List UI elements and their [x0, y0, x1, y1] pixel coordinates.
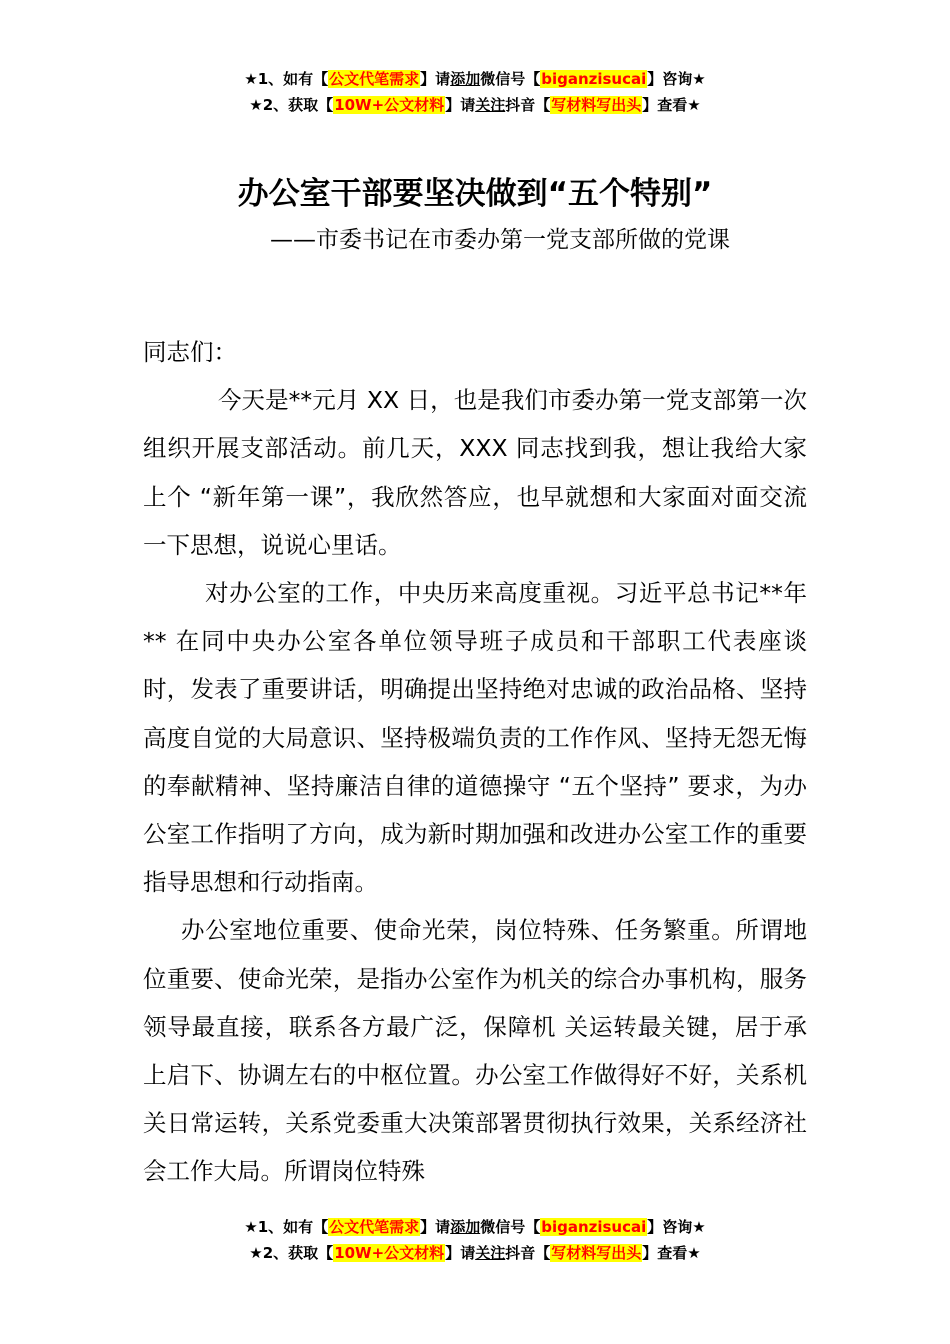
banner-text: 】请 — [420, 1218, 451, 1236]
greeting: 同志们： — [143, 338, 237, 366]
banner-line-1 — [0, 66, 950, 92]
banner-text: 抖音【 — [505, 1244, 551, 1262]
paragraph-1: 今天是**元月 XX 日，也是我们市委办第一党支部第一次组织开展支部活动。前几天，XXX 同志找到我，想让我给大家上个 “新年第一课”，我欣然答应，也早就想和大家面对面交流一下思想，说说心里话。 — [143, 386, 807, 559]
paragraph-3: 办公室地位重要、使命光荣，岗位特殊、任务繁重。所谓地位重要、使命光荣，是指办公室作为机关的综合办事机构，服务领导最直接，联系各方最广泛，保障机 关运转最关键，居于承上启下、协调左右的中枢位置。办公室工作做得好不好，关系机关日常运转，关系党委重大决策部署贯彻执行效果，关系经济社会工作大局。所谓岗位特殊 — [143, 916, 807, 1186]
banner-text: 】咨询★ — [647, 1218, 706, 1236]
banner-text: 抖音【 — [505, 96, 551, 114]
highlight-need: 公文代笔需求 — [329, 70, 420, 88]
banner-text: 】咨询★ — [647, 70, 706, 88]
paragraph-2: 对办公室的工作，中央历来高度重视。习近平总书记**年** 在同中央办公室各单位领导班子成员和干部职工代表座谈时，发表了重要讲话，明确提出坚持绝对忠诚的政治品格、坚持高度自觉的大局意识、坚持极端负责的工作作风、坚持无怨无悔的奉献精神、坚持廉洁自律的道德操守 “五个坚持” 要求，为办公室工作指明了方向，成为新时期加强和改进办公室工作的重要指导思想和行动指南。 — [143, 579, 807, 897]
banner-text: ★2、获取【 — [249, 96, 334, 114]
banner-text: 】请 — [445, 1244, 476, 1262]
highlight-wechat-id: biganzisucai — [541, 1218, 647, 1236]
highlight-materials: 10W+公文材料 — [334, 96, 445, 114]
underline-add: 添加 — [450, 70, 481, 88]
document-subtitle: ——市委书记在市委办第一党支部所做的党课 — [270, 227, 730, 253]
document-title: 办公室干部要坚决做到“五个特别” — [237, 176, 713, 212]
header-banner — [0, 66, 950, 118]
highlight-douyin: 写材料写出头 — [551, 96, 642, 114]
banner-text: 】请 — [445, 96, 476, 114]
banner-text: 微信号【 — [480, 70, 541, 88]
document-body — [143, 328, 807, 1196]
banner-line-1 — [0, 1214, 950, 1240]
highlight-materials: 10W+公文材料 — [334, 1244, 445, 1262]
banner-text: 】查看★ — [642, 96, 701, 114]
banner-line-2 — [0, 1240, 950, 1266]
highlight-wechat-id: biganzisucai — [541, 70, 647, 88]
banner-text: ★1、如有【 — [244, 70, 329, 88]
underline-follow: 关注 — [475, 96, 506, 114]
banner-text: ★2、获取【 — [249, 1244, 334, 1262]
banner-line-2 — [0, 92, 950, 118]
banner-text: 】查看★ — [642, 1244, 701, 1262]
banner-text: 】请 — [420, 70, 451, 88]
underline-add: 添加 — [450, 1218, 481, 1236]
underline-follow: 关注 — [475, 1244, 506, 1262]
banner-text: 微信号【 — [480, 1218, 541, 1236]
footer-banner — [0, 1214, 950, 1266]
highlight-need: 公文代笔需求 — [329, 1218, 420, 1236]
highlight-douyin: 写材料写出头 — [551, 1244, 642, 1262]
banner-text: ★1、如有【 — [244, 1218, 329, 1236]
